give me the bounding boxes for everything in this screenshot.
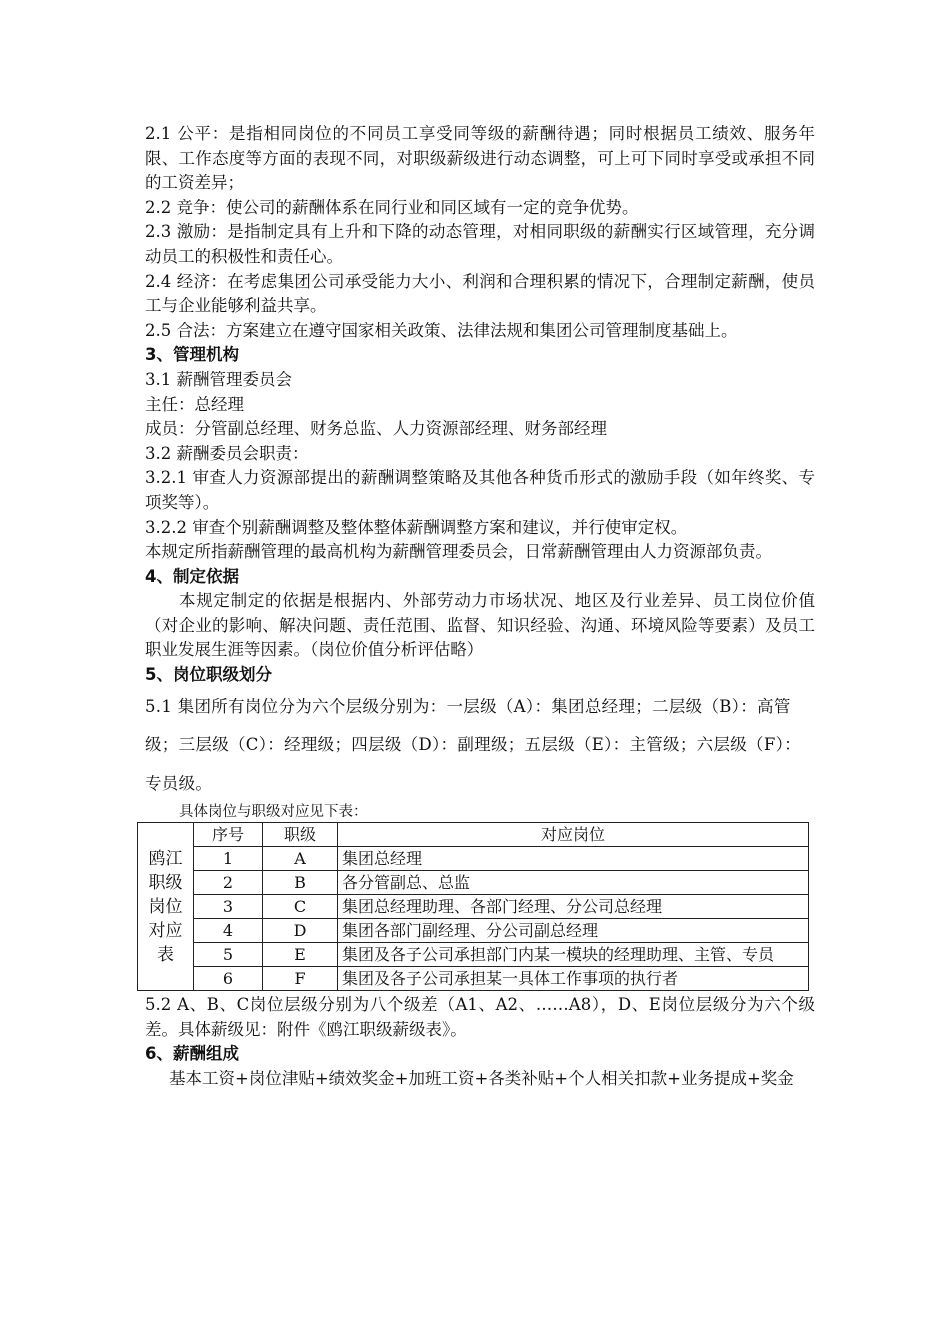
paragraph-2-1: 2.1 公平：是指相同岗位的不同员工享受同等级的薪酬待遇；同时根据员工绩效、服务年限、工作态度等方面的表现不同，对职级薪级进行动态调整，可上可下同时享受或承担不同的工资差异； [145, 124, 815, 193]
table-cell: 1 [194, 847, 263, 871]
table-cell: 各分管副总、总监 [338, 871, 809, 895]
table-row [138, 943, 809, 967]
table-cell: 5 [194, 943, 263, 967]
table-cell: A [263, 847, 338, 871]
section-3-heading: 3、管理机构 [145, 345, 239, 365]
section-4-body: 本规定制定的依据是根据内、外部劳动力市场状况、地区及行业差异、员工岗位价值（对企业的影响、解决问题、责任范围、监督、知识经验、沟通、环境风险等要素）及员工职业发展生涯等因素。（岗位价值分析评估略） [145, 591, 815, 660]
table-row [138, 895, 809, 919]
paragraph-5-2: 5.2 A、B、C岗位层级分别为八个级差（A1、A2、……A8），D、E岗位层级分为六个级差。具体薪级见：附件《鸥江职级薪级表》。 [145, 995, 815, 1039]
section-5-heading: 5、岗位职级划分 [145, 665, 272, 685]
table-cell: 集团总经理 [338, 847, 809, 871]
table-cell: E [263, 943, 338, 967]
table-header-cell: 序号 [194, 823, 263, 847]
paragraph-3-2-1: 3.2.1 审查人力资源部提出的薪酬调整策略及其他各种货币形式的激励手段（如年终奖、专项奖等）。 [145, 468, 815, 512]
table-caption: 具体岗位与职级对应见下表： [179, 804, 368, 821]
section-6-body: 基本工资+岗位津贴+绩效奖金+加班工资+各类补贴+个人相关扣款+业务提成+奖金 [169, 1068, 794, 1088]
section-6-heading: 6、薪酬组成 [145, 1044, 239, 1064]
table-row [138, 919, 809, 943]
table-cell: F [263, 967, 338, 991]
table-cell: C [263, 895, 338, 919]
table-cell: 集团及各子公司承担某一具体工作事项的执行者 [338, 967, 809, 991]
table-header-cell: 职级 [263, 823, 338, 847]
table-row [138, 847, 809, 871]
table-cell: 集团及各子公司承担部门内某一模块的经理助理、主管、专员 [338, 943, 809, 967]
table-cell: 4 [194, 919, 263, 943]
committee-chair: 主任：总经理 [145, 394, 244, 414]
paragraph-3-2-2: 3.2.2 审查个别薪酬调整及整体整体薪酬调整方案和建议，并行使审定权。 [145, 517, 688, 537]
table-cell: 集团总经理助理、各部门经理、分公司总经理 [338, 895, 809, 919]
table-cell: 3 [194, 895, 263, 919]
table-row [138, 871, 809, 895]
paragraph-2-5: 2.5 合法：方案建立在遵守国家相关政策、法律法规和集团公司管理制度基础上。 [145, 320, 738, 340]
table-row [138, 967, 809, 991]
paragraph-3-1: 3.1 薪酬管理委员会 [145, 369, 292, 389]
table-cell: 集团各部门副经理、分公司副总经理 [338, 919, 809, 943]
table-cell: 2 [194, 871, 263, 895]
paragraph-2-4: 2.4 经济：在考虑集团公司承受能力大小、利润和合理积累的情况下，合理制定薪酬，使员工与企业能够利益共享。 [145, 271, 815, 316]
paragraph-2-2: 2.2 竞争：使公司的薪酬体系在同行业和同区域有一定的竞争优势。 [145, 197, 639, 217]
table-cell: D [263, 919, 338, 943]
grade-position-table [137, 822, 809, 991]
document-page [145, 122, 815, 1092]
table-cell: 6 [194, 967, 263, 991]
section-4-heading: 4、制定依据 [145, 566, 239, 586]
table-header-cell: 对应岗位 [338, 823, 809, 847]
committee-members: 成员：分管副总经理、财务总监、人力资源部经理、财务部经理 [145, 419, 607, 439]
paragraph-2-3: 2.3 激励：是指制定具有上升和下降的动态管理，对相同职级的薪酬实行区域管理，充分调动员工的积极性和责任心。 [145, 222, 815, 266]
table-header-row [138, 823, 809, 847]
table-side-label: 鸥江 职级 岗位 对应 表 [138, 823, 194, 991]
paragraph-3-summary: 本规定所指薪酬管理的最高机构为薪酬管理委员会，日常薪酬管理由人力资源部负责。 [145, 542, 772, 562]
table-cell: B [263, 871, 338, 895]
paragraph-3-2: 3.2 薪酬委员会职责： [145, 443, 309, 463]
paragraph-5-1: 5.1 集团所有岗位分为六个层级分别为：一层级（A）：集团总经理；二层级（B）：高管级；三层级（C）：经理级；四层级（D）：副理级；五层级（E）：主管级；六层级（F）：专员级。 [145, 696, 801, 793]
